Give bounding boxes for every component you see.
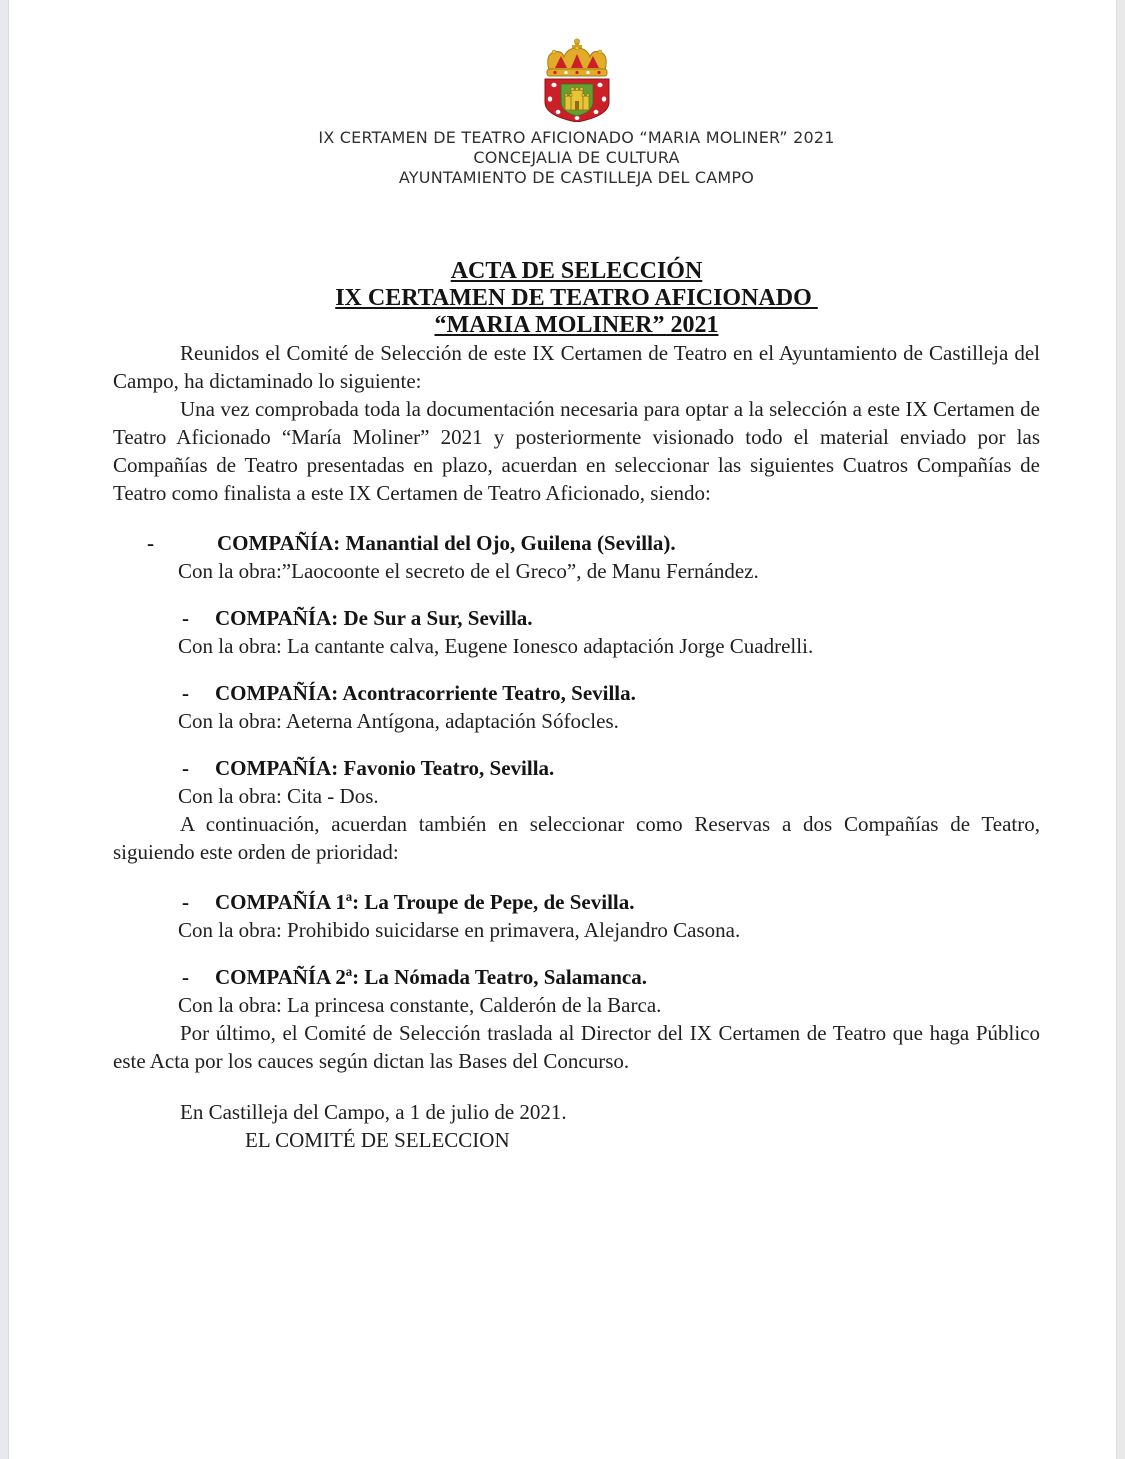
org-header-line-concejalia: CONCEJALIA DE CULTURA (473, 148, 680, 167)
title-line-acta: ACTA DE SELECCIÓN (450, 258, 703, 284)
company-name: COMPAÑÍA: Acontracorriente Teatro, Sevilla. (215, 681, 636, 705)
company-name: COMPAÑÍA 2ª: La Nómada Teatro, Salamanca. (215, 965, 647, 989)
company-work: Con la obra: Cita - Dos. (178, 784, 379, 808)
screenshot-edge-left (0, 0, 9, 1459)
footer-committee-line: EL COMITÉ DE SELECCION (245, 1128, 510, 1152)
list-dash-marker: - (182, 606, 189, 630)
company-work: Con la obra: La princesa constante, Calderón de la Barca. (178, 993, 662, 1017)
screenshot-edge-right (1116, 0, 1125, 1459)
org-header-line-certamen: IX CERTAMEN DE TEATRO AFICIONADO “MARIA MOLINER” 2021 (318, 128, 835, 147)
list-dash-marker: - (182, 965, 189, 989)
reserve-item-2 (113, 963, 1040, 1019)
paragraph-selection: Una vez comprobada toda la documentación necesaria para optar a la selección a este IX Certamen de Teatro Aficionado “María Moliner” 2021 y posteriormente visionado todo el material enviado por las Compañías de Teatro presentadas en plazo, acuerdan en seleccionar las siguientes Cuatros Compañías de Teatro como finalista a este IX Certamen de Teatro Aficionado, siendo: (113, 397, 1040, 505)
org-header-line-ayuntamiento: AYUNTAMIENTO DE CASTILLEJA DEL CAMPO (398, 168, 755, 187)
finalist-item-4 (113, 754, 1040, 810)
document-title (113, 258, 1040, 339)
company-title-row (113, 529, 1040, 557)
org-header (113, 128, 1040, 188)
company-name: COMPAÑÍA: Manantial del Ojo, Guilena (Sevilla). (217, 531, 676, 555)
paragraph-reserves: A continuación, acuerdan también en seleccionar como Reservas a dos Compañías de Teatro, siguiendo este orden de prioridad: (113, 812, 1040, 864)
company-title-row (113, 679, 1040, 707)
list-dash-marker: - (182, 890, 189, 914)
paragraph-intro: Reunidos el Comité de Selección de este IX Certamen de Teatro en el Ayuntamiento de Castilleja del Campo, ha dictaminado lo siguiente: (113, 341, 1040, 393)
list-dash-marker: - (182, 756, 189, 780)
footer-date-line: En Castilleja del Campo, a 1 de julio de 2021. (180, 1100, 567, 1124)
paragraph-closing: Por último, el Comité de Selección traslada al Director del IX Certamen de Teatro que haga Público este Acta por los cauces según dictan las Bases del Concurso. (113, 1021, 1040, 1073)
company-name: COMPAÑÍA 1ª: La Troupe de Pepe, de Sevilla. (215, 890, 635, 914)
finalist-item-3 (113, 679, 1040, 735)
list-dash-marker: - (147, 531, 154, 555)
finalist-company-list (113, 529, 1040, 810)
castilleja-coat-of-arms-icon (525, 38, 629, 122)
reserve-company-list (113, 888, 1040, 1019)
company-work: Con la obra: La cantante calva, Eugene Ionesco adaptación Jorge Cuadrelli. (178, 634, 814, 658)
crest-container (113, 38, 1040, 122)
company-title-row (113, 754, 1040, 782)
title-line-maria-moliner: “MARIA MOLINER” 2021 (434, 312, 719, 338)
title-line-certamen: IX CERTAMEN DE TEATRO AFICIONADO (335, 285, 818, 311)
list-dash-marker: - (182, 681, 189, 705)
company-title-row (113, 963, 1040, 991)
finalist-item-1 (113, 529, 1040, 585)
company-title-row (113, 604, 1040, 632)
company-title-row (113, 888, 1040, 916)
company-name: COMPAÑÍA: De Sur a Sur, Sevilla. (215, 606, 533, 630)
company-work: Con la obra: Aeterna Antígona, adaptación Sófocles. (178, 709, 619, 733)
reserve-item-1 (113, 888, 1040, 944)
company-work: Con la obra:”Laocoonte el secreto de el Greco”, de Manu Fernández. (178, 559, 759, 583)
document-body (113, 0, 1040, 1154)
finalist-item-2 (113, 604, 1040, 660)
company-name: COMPAÑÍA: Favonio Teatro, Sevilla. (215, 756, 555, 780)
company-work: Con la obra: Prohibido suicidarse en primavera, Alejandro Casona. (178, 918, 741, 942)
